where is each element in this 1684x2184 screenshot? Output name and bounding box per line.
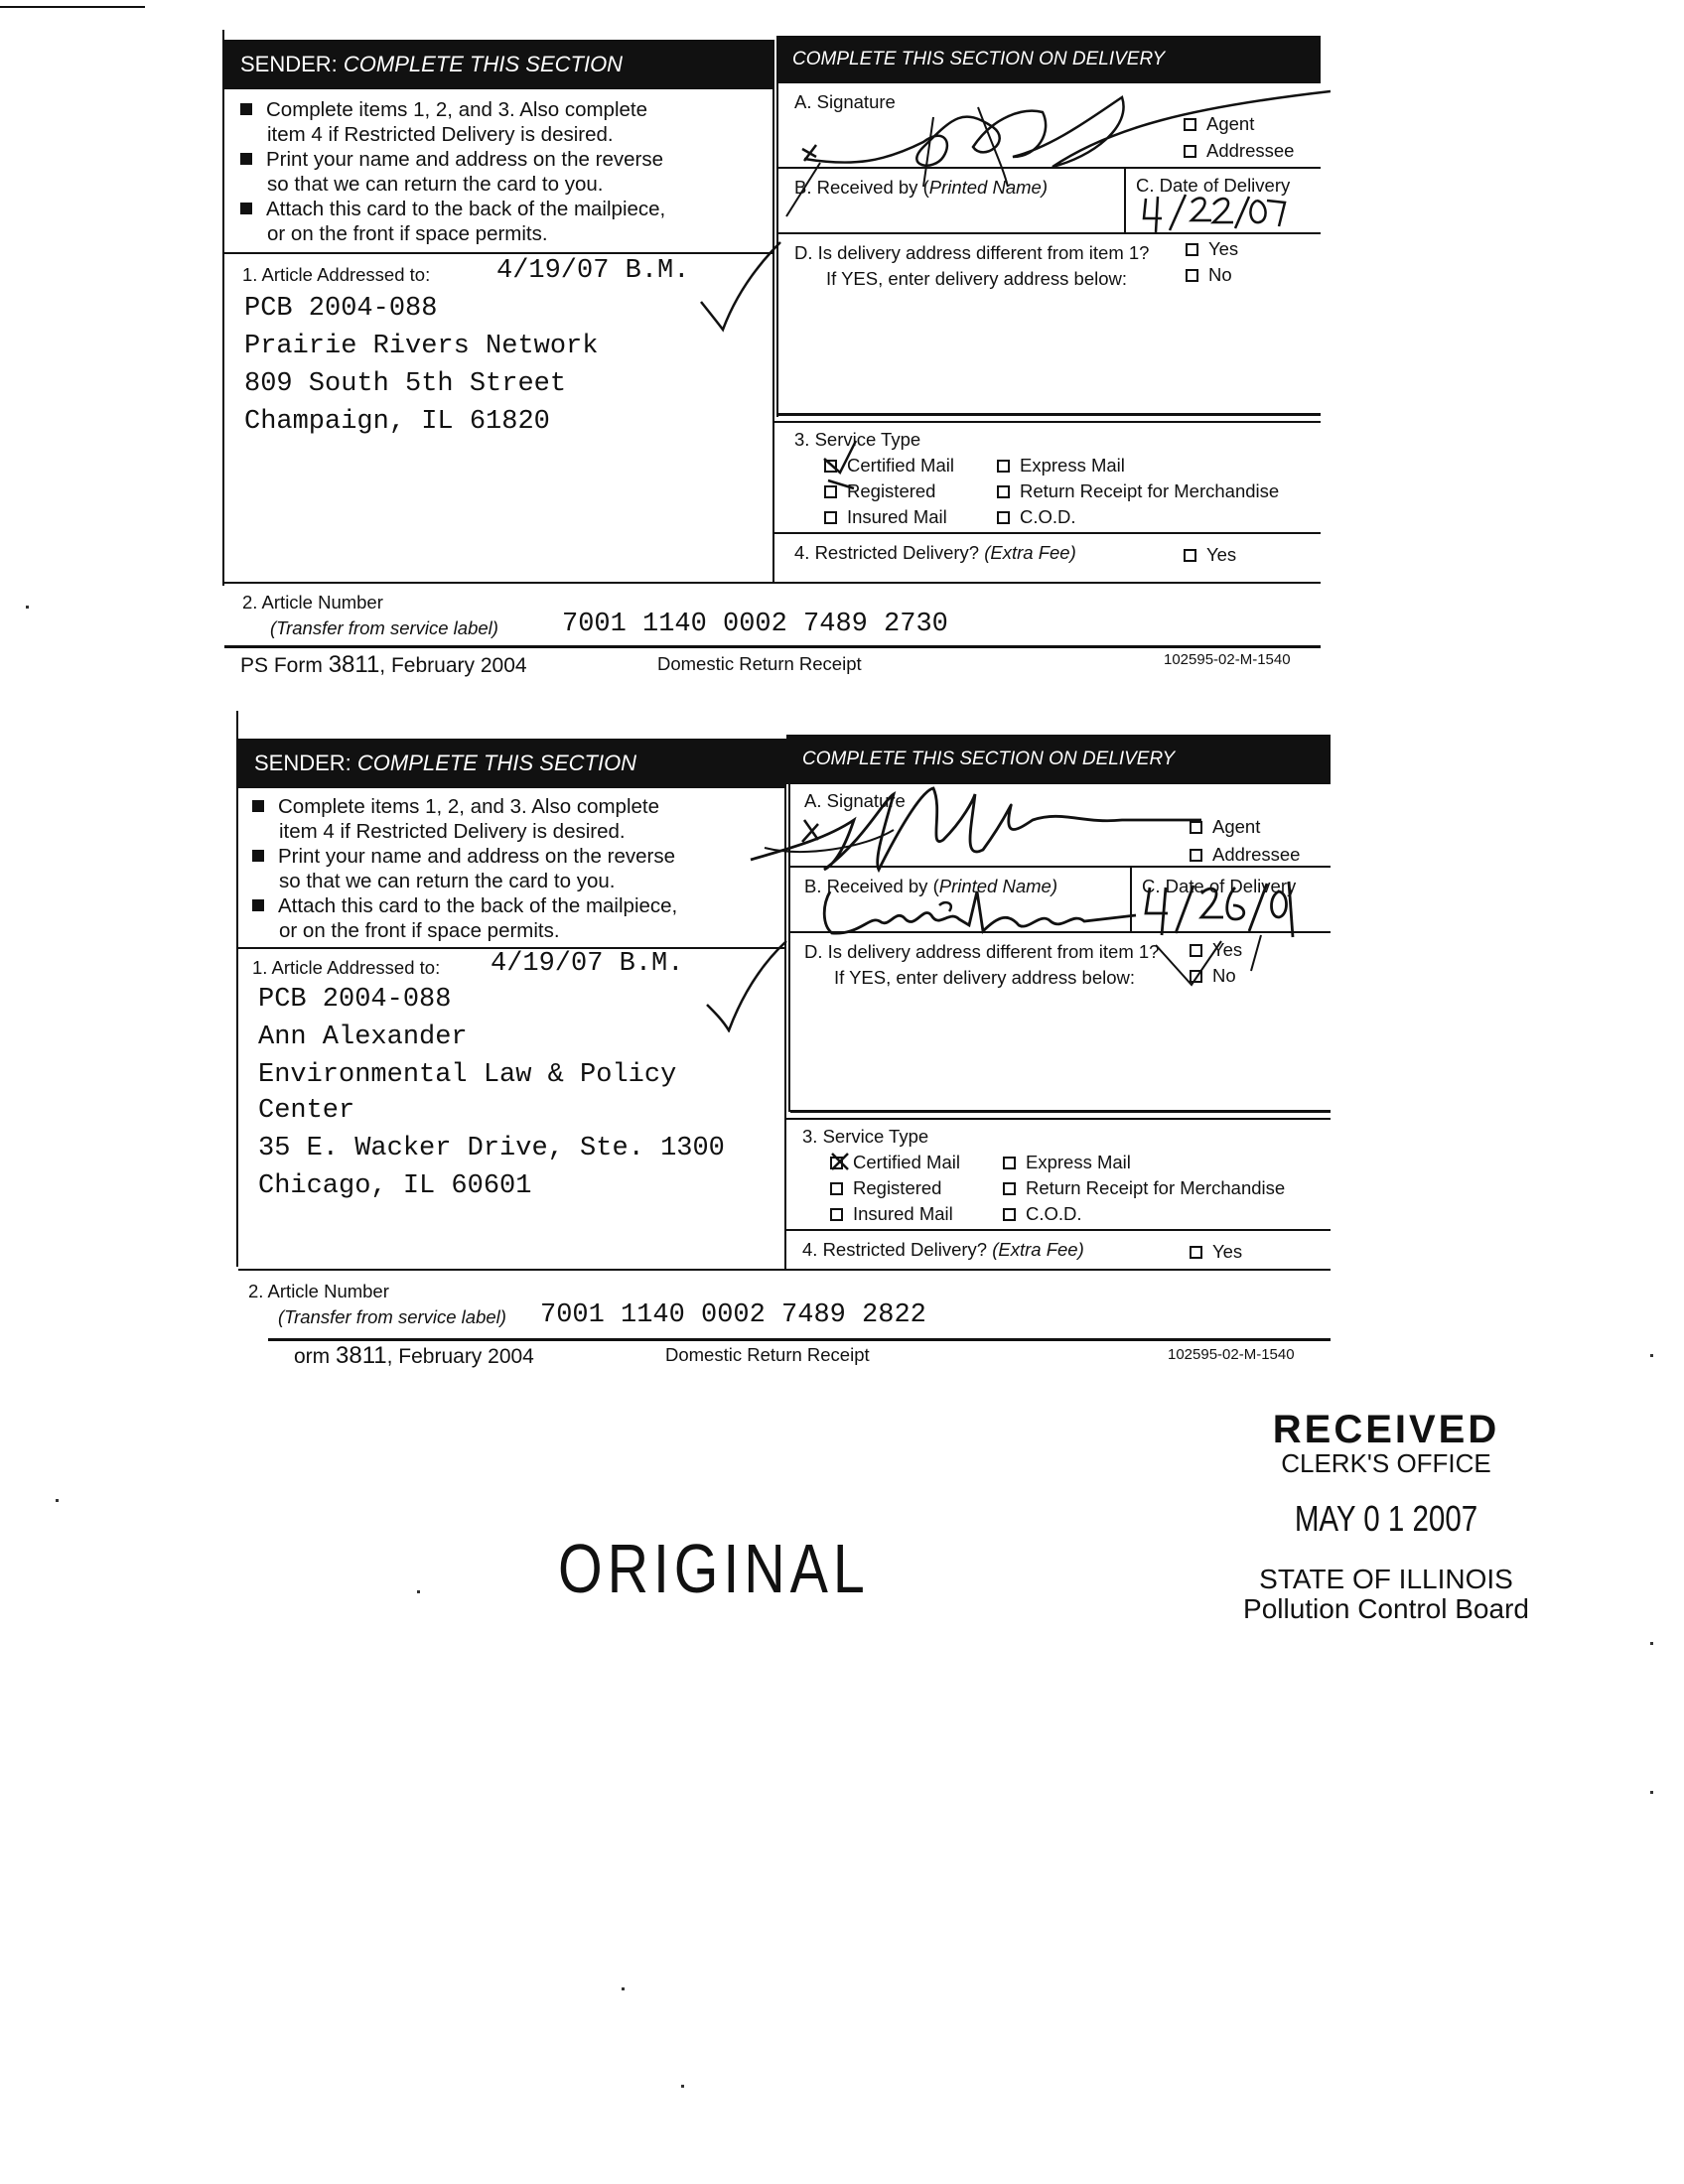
transfer-label: (Transfer from service label)	[270, 617, 498, 638]
address-line: PCB 2004-088	[258, 985, 452, 1015]
sender-instructions: Complete items 1, 2, and 3. Also complete item 4 if Restricted Delivery is desired. Print your name and address on the reverse so that we can return the card to you. Attach this card to the back of the mailpiece, or on the front if space permits.	[240, 97, 665, 246]
certified-check-scribble	[828, 1150, 852, 1173]
restricted-yes-option: Yes	[1184, 544, 1236, 566]
form-code: 102595-02-M-1540	[1168, 1346, 1295, 1363]
address-line: Champaign, IL 61820	[244, 407, 550, 437]
address-line: Prairie Rivers Network	[244, 332, 599, 361]
no-option: No	[1186, 264, 1232, 286]
article-addressed-label: 1. Article Addressed to:	[242, 264, 431, 285]
signature-scribble	[745, 780, 1201, 889]
certified-mail-option: Certified Mail	[824, 455, 954, 477]
delivery-address-question: D. Is delivery address different from item 1?	[804, 941, 1160, 962]
yes-option: Yes	[1186, 238, 1238, 260]
address-line: Chicago, IL 60601	[258, 1171, 532, 1201]
registered-option: Registered	[824, 480, 935, 502]
checkbox-icon	[1190, 1246, 1202, 1259]
article-addressed-label: 1. Article Addressed to:	[252, 957, 441, 978]
yes-option: Yes	[1190, 939, 1242, 961]
received-by-label: B. Received by (Printed Name)	[794, 177, 1048, 198]
agent-option: Agent	[1184, 113, 1254, 135]
checkbox-icon	[1003, 1208, 1016, 1221]
check-mark	[701, 937, 790, 1032]
domestic-return-receipt: Domestic Return Receipt	[657, 653, 862, 674]
signature-label: A. Signature	[794, 91, 896, 112]
form-code: 102595-02-M-1540	[1164, 651, 1291, 668]
sender-section-header: SENDER: COMPLETE THIS SECTION	[224, 40, 772, 89]
checkbox-icon	[1003, 1157, 1016, 1169]
original-mark: ORIGINAL	[558, 1530, 870, 1607]
scan-speck	[681, 2085, 684, 2088]
date-of-delivery-label: C. Date of Delivery	[1136, 175, 1291, 196]
restricted-yes-option: Yes	[1190, 1241, 1242, 1263]
receipt-stamp-line: 4/19/07 B.M.	[491, 949, 684, 979]
delivery-date-handwritten	[1140, 878, 1299, 939]
article-number: 7001 1140 0002 7489 2730	[562, 610, 948, 639]
stamp-date: MAY 0 1 2007	[1294, 1498, 1478, 1539]
transfer-label: (Transfer from service label)	[278, 1306, 506, 1327]
receipt-stamp-line: 4/19/07 B.M.	[496, 256, 690, 286]
scan-speck	[1650, 1354, 1653, 1357]
addressee-option: Addressee	[1190, 844, 1300, 866]
address-line: 35 E. Wacker Drive, Ste. 1300	[258, 1134, 725, 1163]
delivery-check-mark	[1152, 931, 1271, 991]
received-stamp	[1227, 1408, 1545, 1624]
cod-option: C.O.D.	[1003, 1203, 1082, 1225]
insured-mail-option: Insured Mail	[830, 1203, 953, 1225]
insured-mail-option: Insured Mail	[824, 506, 947, 528]
article-number-label: 2. Article Number	[242, 592, 383, 613]
return-receipt-option: Return Receipt for Merchandise	[1003, 1177, 1285, 1199]
express-mail-option: Express Mail	[1003, 1152, 1131, 1173]
stamp-state: STATE OF ILLINOIS	[1259, 1564, 1513, 1594]
address-line: 809 South 5th Street	[244, 369, 567, 399]
service-type-label: 3. Service Type	[794, 429, 921, 450]
service-type-label: 3. Service Type	[802, 1126, 929, 1147]
delivery-section-header: COMPLETE THIS SECTION ON DELIVERY	[776, 36, 1321, 83]
signature-label: A. Signature	[804, 790, 906, 811]
domestic-return-receipt: Domestic Return Receipt	[665, 1344, 870, 1365]
restricted-delivery-label: 4. Restricted Delivery? (Extra Fee)	[802, 1239, 1084, 1260]
sender-instructions: Complete items 1, 2, and 3. Also complete item 4 if Restricted Delivery is desired. Print your name and address on the reverse so that we can return the card to you. Attach this card to the back of the mailpiece, or on the front if space permits.	[252, 794, 677, 943]
article-number-label: 2. Article Number	[248, 1281, 389, 1301]
agent-option: Agent	[1190, 816, 1260, 838]
registered-option: Registered	[830, 1177, 941, 1199]
scan-speck	[56, 1499, 59, 1502]
stamp-board: Pollution Control Board	[1243, 1593, 1529, 1624]
stamp-received: RECEIVED	[1272, 1408, 1500, 1451]
restricted-delivery-label: 4. Restricted Delivery? (Extra Fee)	[794, 542, 1076, 563]
checkbox-icon	[830, 1208, 843, 1221]
no-option: No	[1190, 965, 1236, 987]
checkbox-icon	[830, 1182, 843, 1195]
delivery-address-instruction: If YES, enter delivery address below:	[826, 268, 1128, 289]
scan-speck	[417, 1590, 420, 1593]
date-of-delivery-label: C. Date of Delivery	[1142, 876, 1297, 896]
delivery-address-question: D. Is delivery address different from item 1?	[794, 242, 1150, 263]
return-receipt-option: Return Receipt for Merchandise	[997, 480, 1279, 502]
scan-speck	[26, 606, 29, 609]
address-line: Ann Alexander	[258, 1023, 468, 1052]
stamp-clerks-office: CLERK'S OFFICE	[1281, 1448, 1491, 1478]
scan-speck	[1650, 1642, 1653, 1645]
delivery-address-instruction: If YES, enter delivery address below:	[834, 967, 1136, 988]
express-mail-option: Express Mail	[997, 455, 1125, 477]
address-line: Environmental Law & Policy	[258, 1060, 677, 1090]
cod-option: C.O.D.	[997, 506, 1076, 528]
delivery-section-header: COMPLETE THIS SECTION ON DELIVERY	[786, 735, 1331, 784]
addressee-option: Addressee	[1184, 140, 1294, 162]
address-line: PCB 2004-088	[244, 294, 438, 324]
scan-speck	[1650, 1791, 1653, 1794]
scan-speck	[622, 1987, 625, 1990]
certified-mail-option: Certified Mail	[830, 1152, 960, 1173]
ps-form-label: PS Form 3811, February 2004	[240, 651, 527, 678]
checkbox-icon	[1003, 1182, 1016, 1195]
received-by-label: B. Received by (Printed Name)	[804, 876, 1057, 896]
sender-section-header: SENDER: COMPLETE THIS SECTION	[238, 739, 784, 788]
address-line: Center	[258, 1096, 355, 1126]
article-number: 7001 1140 0002 7489 2822	[540, 1300, 926, 1330]
ps-form-label: orm 3811, February 2004	[294, 1342, 534, 1369]
